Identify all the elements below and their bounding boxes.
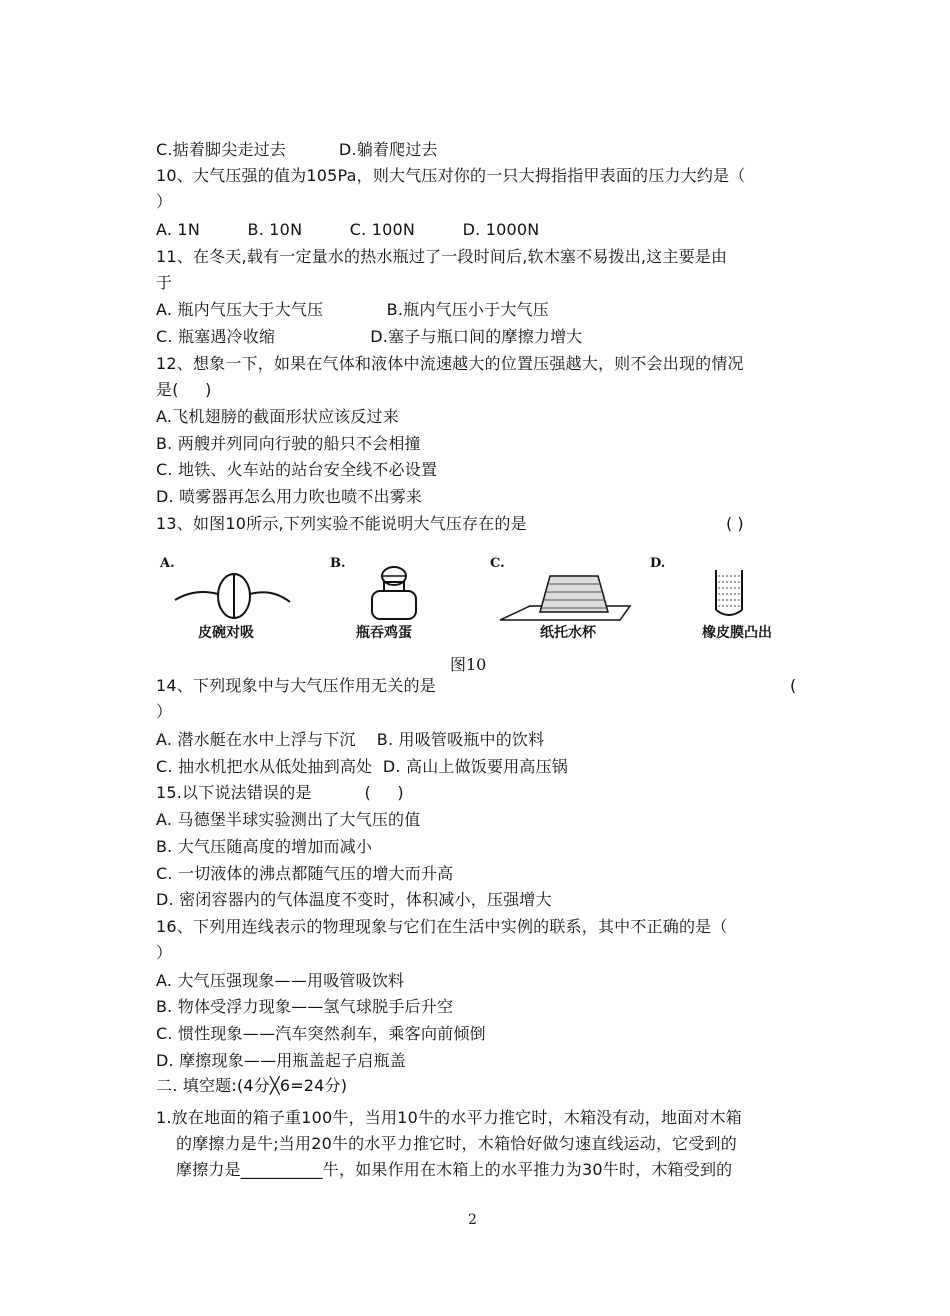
- figure-label-b: B.: [330, 556, 346, 571]
- question-10-paren: ）: [156, 192, 173, 211]
- question-14-options-cd: C. 抽水机把水从低处抽到高处 D. 高山上做饭要用高压锅: [156, 757, 569, 776]
- question-16: 16、下列用连线表示的物理现象与它们在生活中实例的联系，其中不正确的是（: [156, 917, 728, 936]
- question-16-paren: ）: [156, 943, 173, 962]
- question-13-paren: ( ): [726, 514, 744, 533]
- rubber-membrane-drawing: [716, 570, 742, 615]
- question-16-option-b: B. 物体受浮力现象——氢气球脱手后升空: [156, 997, 454, 1016]
- question-15-option-d: D. 密闭容器内的气体温度不变时，体积减小，压强增大: [156, 890, 552, 909]
- question-14-options-ab: A. 潜水艇在水中上浮与下沉 B. 用吸管吸瓶中的饮料: [156, 730, 545, 749]
- figure-label-c: C.: [490, 556, 505, 571]
- figure-label-d: D.: [650, 556, 666, 571]
- option-line: C.掂着脚尖走过去 D.躺着爬过去: [156, 140, 438, 159]
- suction-cups-drawing: [175, 574, 290, 618]
- paper-cup-drawing: [500, 576, 630, 620]
- question-12-option-c: C. 地铁、火车站的站台安全线不必设置: [156, 460, 438, 479]
- question-16-option-c: C. 惯性现象——汽车突然刹车，乘客向前倾倒: [156, 1024, 486, 1043]
- fill-question-1: 1.放在地面的箱子重100牛，当用10牛的水平力推它时，木箱没有动，地面对木箱: [156, 1108, 742, 1127]
- section-fill-in-heading: 二. 填空题:(4分╳6=24分): [156, 1076, 348, 1095]
- question-11-cont: 于: [156, 273, 173, 292]
- question-15-option-c: C. 一切液体的沸点都随气压的增大而升高: [156, 864, 454, 883]
- question-12: 12、想象一下，如果在气体和液体中流速越大的位置压强越大，则不会出现的情况: [156, 354, 744, 373]
- question-11: 11、在冬天,载有一定量水的热水瓶过了一段时间后,软木塞不易拨出,这主要是由: [156, 247, 728, 266]
- figure-caption-a: 皮碗对吸: [198, 625, 254, 641]
- question-15-option-a: A. 马德堡半球实验测出了大气压的值: [156, 810, 421, 829]
- question-14: 14、下列现象中与大气压作用无关的是: [156, 676, 436, 695]
- figure-10: [150, 550, 810, 646]
- question-13: 13、如图10所示,下列实验不能说明大气压存在的是: [156, 514, 527, 533]
- question-12-option-b: B. 两艘并列同向行驶的船只不会相撞: [156, 434, 421, 453]
- question-15: 15.以下说法错误的是 ( ): [156, 783, 404, 802]
- fill-question-1-cont2: 摩擦力是__________牛，如果作用在木箱上的水平推力为30牛时，木箱受到的: [176, 1160, 733, 1179]
- question-10-options: A. 1N B. 10N C. 100N D. 1000N: [156, 220, 540, 239]
- figure-label-a: A.: [160, 556, 175, 571]
- question-12-cont: 是( ): [156, 380, 212, 399]
- question-15-option-b: B. 大气压随高度的增加而减小: [156, 837, 373, 856]
- question-16-option-a: A. 大气压强现象——用吸管吸饮料: [156, 971, 405, 990]
- bottle-egg-drawing: [372, 567, 416, 619]
- question-10: 10、大气压强的值为105Pa，则大气压对你的一只大拇指指甲表面的压力大约是（: [156, 166, 746, 185]
- fill-question-1-cont: 的摩擦力是牛;当用20牛的水平力推它时，木箱恰好做匀速直线运动，它受到的: [176, 1134, 737, 1153]
- question-12-option-a: A.飞机翅膀的截面形状应该反过来: [156, 407, 399, 426]
- figure-caption-b: 瓶吞鸡蛋: [356, 625, 412, 641]
- question-14-paren-close: ）: [156, 702, 173, 721]
- question-11-options-ab: A. 瓶内气压大于大气压 B.瓶内气压小于大气压: [156, 300, 549, 319]
- page-number: 2: [468, 1212, 477, 1228]
- question-16-option-d: D. 摩擦现象——用瓶盖起子启瓶盖: [156, 1051, 406, 1070]
- question-12-option-d: D. 喷雾器再怎么用力吹也喷不出雾来: [156, 487, 423, 506]
- question-11-options-cd: C. 瓶塞遇冷收缩 D.塞子与瓶口间的摩擦力增大: [156, 327, 583, 346]
- question-14-paren: (: [790, 676, 797, 695]
- figure-caption-c: 纸托水杯: [540, 625, 596, 641]
- figure-caption-d: 橡皮膜凸出: [702, 625, 772, 641]
- figure-title: 图10: [450, 655, 487, 674]
- figure-drawings: [150, 558, 810, 628]
